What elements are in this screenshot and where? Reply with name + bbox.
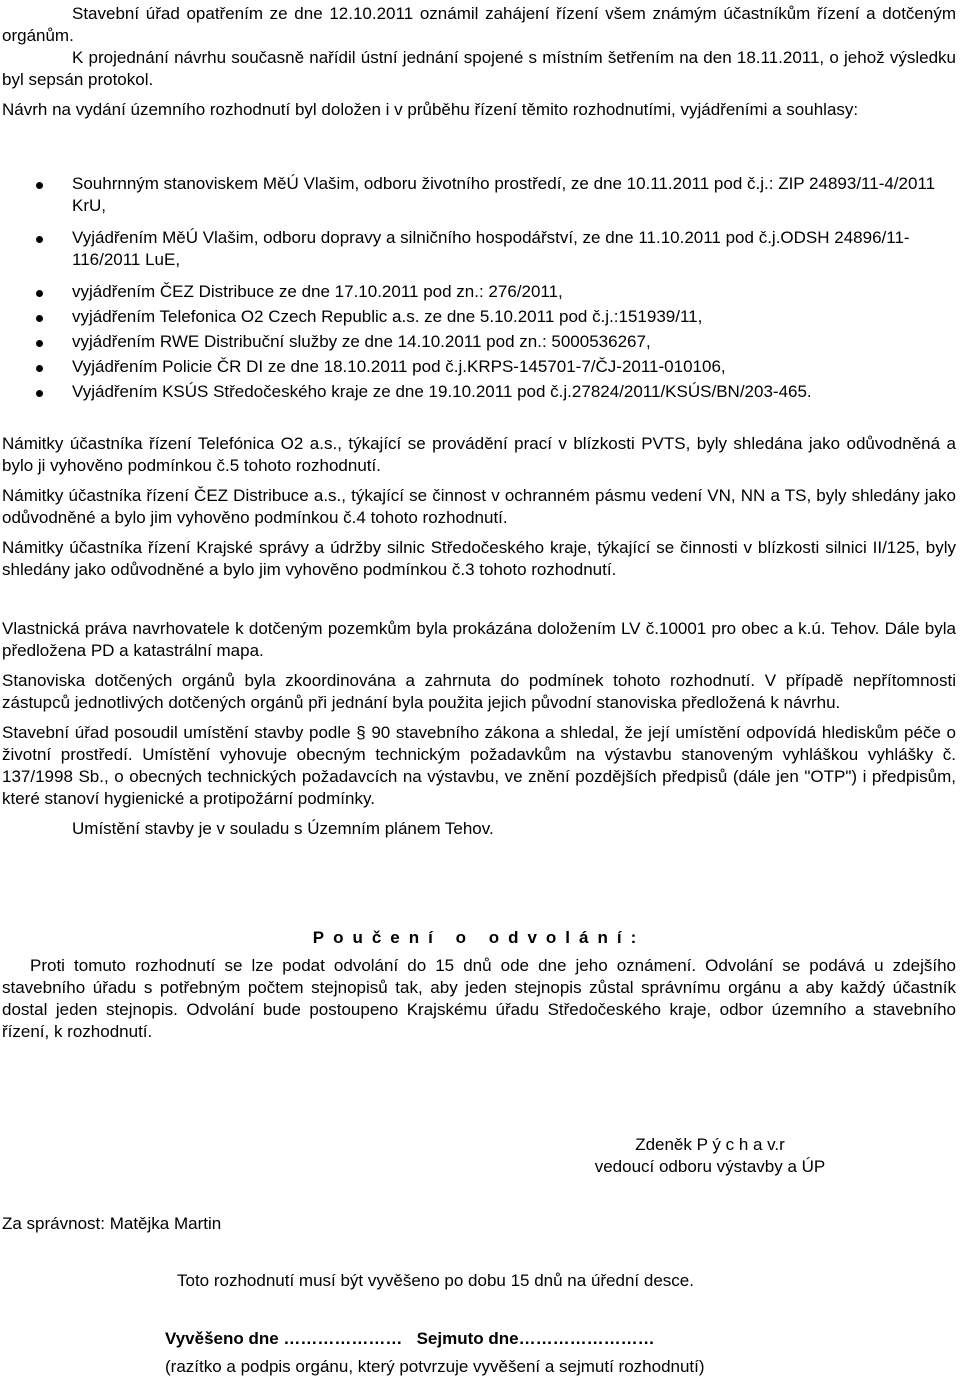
paragraph-hearing: K projednání návrhu současně nařídil ústní jednání spojené s místním šetřením na den 18.11.2011, o jehož výsledku byl sepsán protokol. — [2, 48, 956, 89]
removed-label: Sejmuto dne…………………… — [416, 1329, 655, 1348]
intro-section — [2, 3, 956, 121]
list-item: vyjádřením Telefonica O2 Czech Republic a.s. ze dne 5.10.2011 pod č.j.:151939/11, — [0, 306, 954, 328]
paragraph-proposal: Návrh na vydání územního rozhodnutí byl doložen i v průběhu řízení těmito rozhodnutími, vyjádřeními a souhlasy: — [2, 100, 859, 119]
list-item: Vyjádřením KSÚS Středočeského kraje ze dne 19.10.2011 pod č.j.27824/2011/KSÚS/BN/203-465. — [0, 381, 954, 403]
posted-label: Vyvěšeno dne ………………… — [165, 1329, 403, 1348]
objections-section — [2, 433, 956, 581]
bullet-icon — [36, 290, 43, 297]
bullet-icon — [36, 182, 43, 189]
objection-telefonica: Námitky účastníka řízení Telefónica O2 a.s., týkající se provádění prací v blízkosti PVTS, byly shledána jako odůvodněná a bylo ji vyhověno podmínkou č.5 tohoto rozhodnutí. — [2, 434, 956, 475]
appeal-heading: Poučení o odvolání: — [312, 928, 646, 947]
paragraph-coordination: Stanoviska dotčených orgánů byla zkoordinována a zahrnuta do podmínek tohoto rozhodnutí. V případě nepřítomnosti zástupců jednotlivých dotčených orgánů při jednání byla použita jejich původní stanoviska předložená k návrhu. — [2, 671, 956, 712]
bullet-icon — [36, 365, 43, 372]
correctness-note: Za správnost: Matějka Martin — [2, 1214, 222, 1233]
bullet-icon — [36, 340, 43, 347]
list-item: vyjádřením ČEZ Distribuce ze dne 17.10.2011 pod zn.: 276/2011, — [0, 281, 954, 303]
list-item: Souhrnným stanoviskem MěÚ Vlašim, odboru životního prostředí, ze dne 10.11.2011 pod č.j.: ZIP 24893/11-4/2011 KrU, — [0, 173, 954, 217]
list-item: Vyjádřením Policie ČR DI ze dne 18.10.2011 pod č.j.KRPS-145701-7/ČJ-2011-010106, — [0, 356, 954, 378]
appeal-text: Proti tomuto rozhodnutí se lze podat odvolání do 15 dnů ode dne jeho oznámení. Odvolání se podává u zdejšího stavebního úřadu s potřebným počtem stejnopisů tak, aby jeden stejnopis zůstal správnímu orgánu a aby každý účastník dostal jeden stejnopis. Odvolání bude postoupeno Krajskému úřadu Středočeského kraje, odbor územního a stavebního řízení, k rozhodnutí. — [2, 956, 956, 1041]
bullet-icon — [36, 315, 43, 322]
signature-title: vedoucí odboru výstavby a ÚP — [594, 1157, 826, 1176]
posting-note: Toto rozhodnutí musí být vyvěšeno po dobu 15 dnů na úřední desce. — [177, 1271, 694, 1290]
signature-block — [560, 1134, 860, 1178]
appeal-section — [2, 927, 956, 1043]
bullet-icon — [36, 236, 43, 243]
paragraph-plan: Umístění stavby je v souladu s Územním plánem Tehov. — [72, 819, 494, 838]
list-item: Vyjádřením MěÚ Vlašim, odboru dopravy a silničního hospodářství, ze dne 11.10.2011 pod č.j.ODSH 24896/11-116/2011 LuE, — [0, 227, 954, 271]
objection-ksus: Námitky účastníka řízení Krajské správy a údržby silnic Středočeského kraje, týkající se činnosti v blízkosti silnici II/125, byly shledány jako odůvodněné a bylo jim vyhověno podmínkou č.3 tohoto rozhodnutí. — [2, 538, 956, 579]
bullet-icon — [36, 390, 43, 397]
paragraph-assessment: Stavební úřad posoudil umístění stavby podle § 90 stavebního zákona a shledal, že její umístění odpovídá hlediskům péče o životní prostředí. Umístění vyhovuje obecným technickým požadavkům na výstavbu stanoveným vyhláškou vyhlášky č. 137/1998 Sb., o obecných technických požadavcích na výstavbu, ve znění pozdějších předpisů (dále jen "OTP") i předpisům, které stanoví hygienické a protipožární podmínky. — [2, 723, 956, 808]
reasoning-section — [2, 618, 956, 840]
stamp-note: (razítko a podpis orgánu, který potvrzuje vyvěšení a sejmutí rozhodnutí) — [165, 1357, 705, 1376]
objection-cez: Námitky účastníka řízení ČEZ Distribuce a.s., týkající se činnost v ochranném pásmu vedení VN, NN a TS, byly shledány jako odůvodněné a bylo jim vyhověno podmínkou č.4 tohoto rozhodnutí. — [2, 486, 956, 527]
paragraph-notice: Stavební úřad opatřením ze dne 12.10.2011 oznámil zahájení řízení všem známým účastníkům řízení a dotčeným orgánům. — [2, 4, 956, 45]
documents-list — [0, 173, 954, 403]
posting-dates — [165, 1328, 655, 1350]
paragraph-ownership: Vlastnická práva navrhovatele k dotčeným pozemkům byla prokázána doložením LV č.10001 pro obec a k.ú. Tehov. Dále byla předložena PD a katastrální mapa. — [2, 619, 956, 660]
signature-name: Zdeněk P ý c h a v.r — [635, 1135, 785, 1154]
list-item: vyjádřením RWE Distribuční služby ze dne 14.10.2011 pod zn.: 5000536267, — [0, 331, 954, 353]
